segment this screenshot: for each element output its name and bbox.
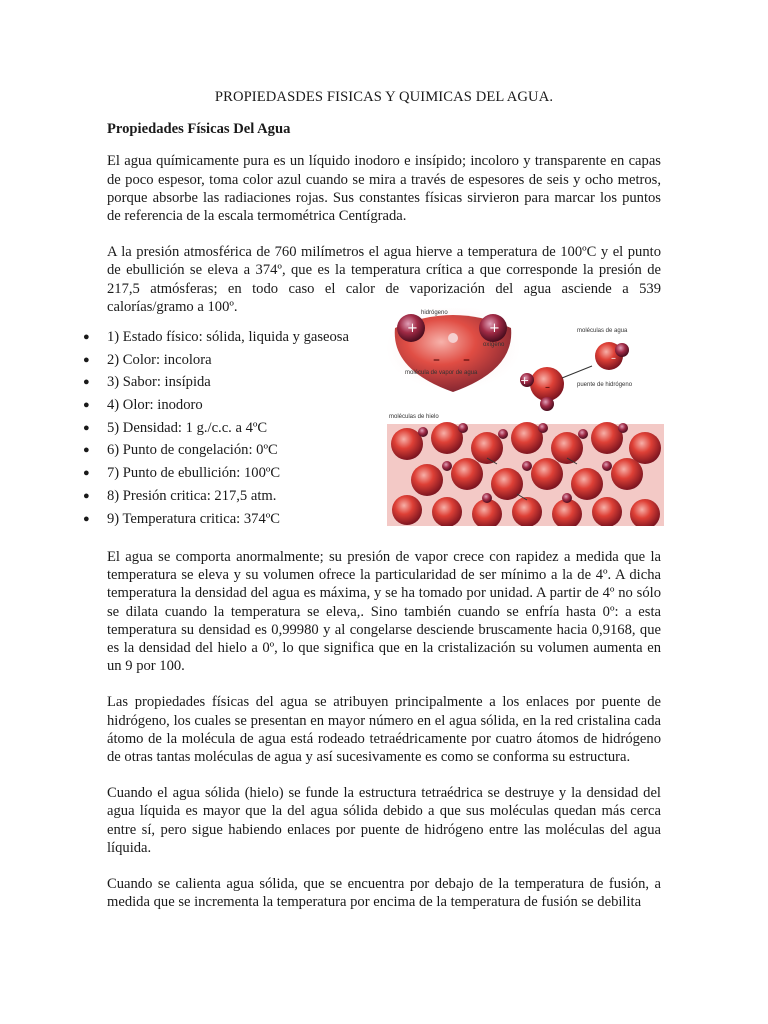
bullet-icon: ●	[83, 353, 90, 366]
water-molecule-large	[387, 308, 519, 392]
bullet-icon: ●	[83, 489, 90, 502]
properties-section	[83, 310, 661, 536]
bullet-icon: ●	[83, 444, 90, 457]
label-molecule-vapor: molécula de vapor de agua	[405, 370, 478, 377]
list-item: ● 3) Sabor: insípida	[83, 371, 363, 394]
water-molecules-figure	[387, 308, 664, 526]
bullet-icon: ●	[83, 376, 90, 389]
list-item: ● 8) Presión critica: 217,5 atm.	[83, 485, 363, 508]
svg-text:–: –	[433, 352, 440, 369]
list-item: ● 4) Olor: inodoro	[83, 394, 363, 417]
paragraph-intro-2: A la presión atmosférica de 760 milímetros el agua hierve a temperatura de 100ºC y el punto de ebullición se eleva a 374º, que es la temperatura crítica a que corresponde la presión de 217,5 atmósferas; en todo caso el calor de vaporización del agua asciende a 539 calorías/gramo a 100º.	[107, 244, 661, 315]
label-molecules-water: moléculas de agua	[577, 328, 628, 335]
list-item: ● 5) Densidad: 1 g./c.c. a 4ºC	[83, 417, 363, 440]
svg-text:+: +	[520, 374, 530, 388]
bullet-icon: ●	[83, 512, 90, 525]
label-ice-molecules: moléculas de hielo	[389, 414, 439, 421]
bullet-icon: ●	[83, 421, 90, 434]
paragraph-body-1: El agua se comporta anormalmente; su presión de vapor crece con rapidez a medida que la temperatura se eleva y su volumen ofrece la particularidad de ser mínimo a la de 4º. A dicha temperatura la densidad del agua es máxima, y se ha tomado por unidad. A partir de 4º no sólo se dilata cuando la temperatura se eleva,. Sino también cuando se enfría hasta 0º: a esta temperatura su densidad es 0,99980 y al congelarse desciende bruscamente hacia 0,9168, que es la densidad del hielo a 0º, lo que significa que en la cristalización su volumen aumenta en un 9 por 100.	[107, 549, 661, 675]
bullet-icon: ●	[83, 467, 90, 480]
bullet-icon: ●	[83, 331, 90, 344]
label-oxygen: oxígeno	[483, 342, 505, 349]
svg-text:–: –	[545, 382, 550, 394]
list-item: ● 7) Punto de ebullición: 100ºC	[83, 462, 363, 485]
svg-text:+: +	[407, 321, 418, 337]
svg-text:–: –	[611, 353, 616, 365]
document-title: PROPIEDASDES FISICAS Y QUIMICAS DEL AGUA.	[214, 89, 554, 105]
paragraph-intro-1: El agua químicamente pura es un líquido inodoro e insípido; incoloro y transparente en capas de poco espesor, toma color azul cuando se mira a través de espesores de seis y ocho metros, porque absorbe las radiaciones rojas. Sus constantes físicas sirvieron para marcar los puntos de referencia de la escala termométrica Centígrada.	[107, 153, 661, 225]
label-hydrogen-bridge: puente de hidrógeno	[577, 382, 633, 389]
paragraph-body-2: Las propiedades físicas del agua se atribuyen principalmente a los enlaces por puente de hidrógeno, los cuales se presentan en mayor número en el agua sólida, en la red cristalina cada átomo de la molécula de agua está rodeado tetraédricamente por cuatro átomos de hidrógeno de otras tantas moléculas de agua y así sucesivamente es como se conforma su estructura.	[107, 694, 661, 766]
bullet-icon: ●	[83, 399, 90, 412]
water-molecules-illustration	[387, 308, 664, 526]
document-page	[83, 88, 661, 929]
svg-text:–: –	[463, 352, 470, 369]
properties-list	[83, 326, 363, 530]
list-item: ● 1) Estado físico: sólida, liquida y gaseosa	[83, 326, 363, 349]
list-item: ● 9) Temperatura critica: 374ºC	[83, 508, 363, 531]
paragraph-body-4: Cuando se calienta agua sólida, que se encuentra por debajo de la temperatura de fusión, a medida que se incrementa la temperatura por encima de la temperatura de fusión se debilita	[107, 876, 661, 911]
section-heading: Propiedades Físicas Del Agua	[107, 121, 291, 138]
svg-text:+: +	[489, 321, 500, 337]
list-item: ● 6) Punto de congelación: 0ºC	[83, 439, 363, 462]
ice-lattice	[387, 414, 664, 526]
paragraph-body-3: Cuando el agua sólida (hielo) se funde la estructura tetraédrica se destruye y la densidad del agua líquida es mayor que la del agua sólida debido a que sus moléculas quedan más cerca entre sí, pero sigue habiendo enlaces por puente de hidrógeno entre las moléculas del agua líquida.	[107, 785, 661, 856]
label-hydrogen: hidrógeno	[421, 310, 448, 317]
list-item: ● 2) Color: incolora	[83, 349, 363, 372]
water-molecule-cluster	[520, 328, 633, 411]
